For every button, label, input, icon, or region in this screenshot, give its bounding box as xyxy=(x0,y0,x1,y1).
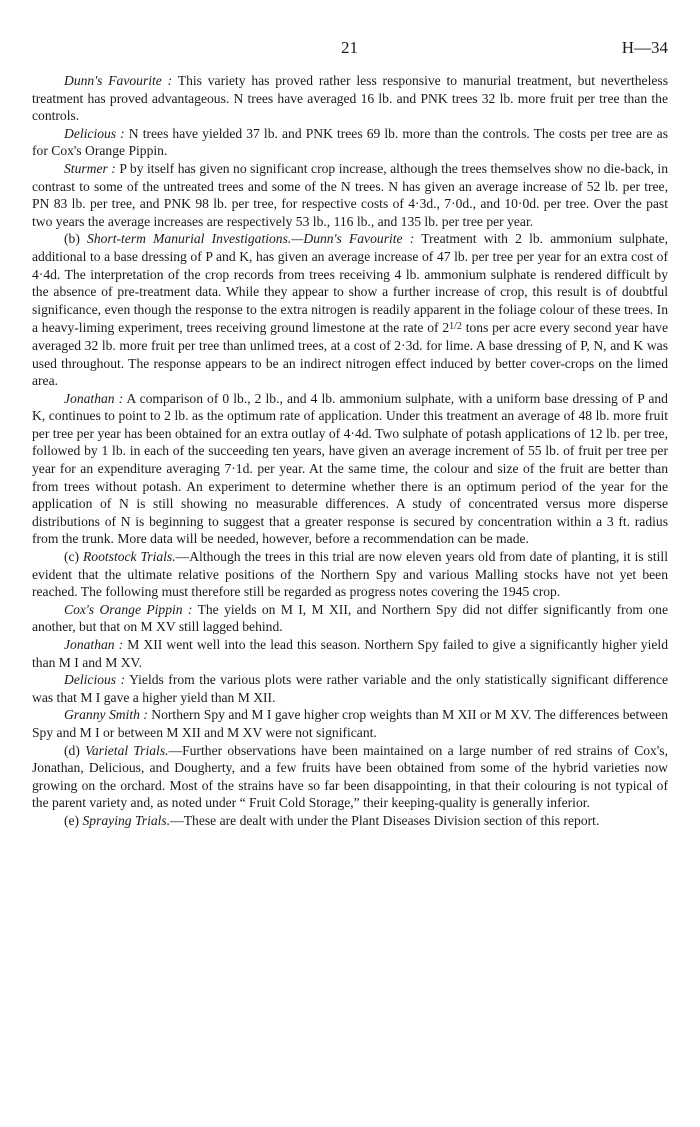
variety-heading: Delicious : xyxy=(64,672,126,688)
paragraph-text: This variety has proved rather less responsive to manurial treatment, but nevertheless treatment has proved advantageous. N trees have averaged 16 lb. and PNK trees 32 lb. more fruit per tree than the controls. xyxy=(32,73,668,124)
paragraph-granny-smith xyxy=(32,706,668,741)
variety-heading: Delicious : xyxy=(64,125,125,141)
section-label: (e) xyxy=(64,812,83,828)
section-label: (d) xyxy=(64,742,86,758)
paragraph-delicious xyxy=(32,125,668,160)
paragraph-text: —Further observations have been maintained on a large number of red strains of Cox's, Jonathan, Delicious, and Dougherty, and a few fruits have been obtained from some of the hybrid varieties now growing on the orchard. Most of the strains have so far been disappointing, in that their colouring is not typical of the parent variety and, as noted under “ Fruit Cold Storage,” their keeping-quality is generally inferior. xyxy=(32,742,668,811)
paragraph-text: —Although the trees in this trial are now eleven years old from date of planting, it is still evident that the ultimate relative positions of the Northern Spy and various Malling stocks have not yet been reached. The following must therefore still be regarded as progress notes covering the 1945 crop. xyxy=(32,549,668,600)
variety-heading: Granny Smith : xyxy=(64,707,148,723)
section-label: (c) xyxy=(64,549,83,565)
paragraph-rootstock-trials xyxy=(32,548,668,601)
paragraph-text: —These are dealt with under the Plant Diseases Division section of this report. xyxy=(170,812,600,828)
variety-heading: Sturmer : xyxy=(64,160,116,176)
paragraph-text: Northern Spy and M I gave higher crop weights than M XII or M XV. The differences between Spy and M I or between M XII and M XV were not significant. xyxy=(32,707,668,740)
paragraph-text: Treatment with 2 lb. ammonium sulphate, additional to a base dressing of P and K, has given an average increase of 47 lb. per tree per year for an extra cost of 4·4d. The interpretation of the crop records from trees receiving 4 lb. ammonium sulphate is rendered difficult by the absence of pre-treatment data. While they appear to show a further increase of crop, this result is of doubtful significance, even though the response to the extra nitrogen is readily apparent in the foliage colour of these trees. In a heavy-liming experiment, trees receiving ground limestone at the rate of 2 xyxy=(32,231,669,336)
section-heading: Rootstock Trials. xyxy=(82,549,176,565)
paragraph-text: P by itself has given no significant crop increase, although the trees themselves show no die-back, in contrast to some of the untreated trees and some of the N trees. N has given an average increase of 52 lb. per tree, PN 83 lb. per tree, and PNK 98 lb. per tree, for respective costs of 4·3d., 7·0d., and 10·0d. per tree. Over the past two years the average increases are respectively 53 lb., 116 lb., and 135 lb. per tree per year. xyxy=(32,160,668,229)
section-label: (b) xyxy=(64,231,88,247)
fraction: 1/2 xyxy=(449,321,462,333)
paragraph-short-term-manurial xyxy=(32,230,668,389)
paragraph-jonathan-manurial xyxy=(32,390,668,548)
section-heading: Spraying Trials. xyxy=(82,812,171,828)
section-heading: Short-term Manurial Investigations.—Dunn's Favourite : xyxy=(87,231,415,247)
paragraph-delicious-rootstock xyxy=(32,671,668,706)
paragraph-spraying-trials xyxy=(32,812,668,830)
paragraph-text-continued: tons per acre every second year have averaged 32 lb. more fruit per tree than unlimed trees, at a cost of 2·3d. for lime. A base dressing of P, N, and K was used throughout. The response appears to be an indirect nitrogen effect induced by better cover-crops on the limed area. xyxy=(32,320,669,389)
paragraph-text: M XII went well into the lead this season. Northern Spy failed to give a significantly higher yield than M I and M XV. xyxy=(32,637,668,670)
report-body xyxy=(32,72,668,830)
paragraph-sturmer xyxy=(32,160,668,230)
paragraph-dunns-favourite xyxy=(32,72,668,125)
paragraph-varietal-trials xyxy=(32,742,668,812)
variety-heading: Dunn's Favourite : xyxy=(64,73,173,88)
variety-heading: Jonathan : xyxy=(64,637,124,652)
page-number: 21 xyxy=(341,38,358,57)
paragraph-text: A comparison of 0 lb., 2 lb., and 4 lb. ammonium sulphate, with a uniform base dressing of P and K, continues to point to 2 lb. as the optimum rate of application. Under this treatment an average of 48 lb. more fruit per tree per year has been obtained for an extra outlay of 4·4d. Two sulphate of potash applications of 12 lb. per tree, followed by 1 lb. in each of the succeeding ten years, have given an average increment of 55 lb. of fruit per tree per year for an expenditure averaging 7·1d. per year. At the same time, the colour and size of the fruit are better than from trees without potash. An experiment to determine whether there is an optimum period of the year for the application of N is still showing no measurable differences. A study of concentrated versus more disperse distributions of N is beginning to suggest that a greater response is secured by concentration within a 3 ft. radius from the trunk. More data will be needed, however, before a recommendation can be made. xyxy=(32,390,668,547)
section-heading: Varietal Trials. xyxy=(85,742,169,758)
paragraph-jonathan-rootstock xyxy=(32,636,668,671)
paragraph-text: N trees have yielded 37 lb. and PNK trees 69 lb. more than the controls. The costs per tree are as for Cox's Orange Pippin. xyxy=(32,125,668,159)
variety-heading: Jonathan : xyxy=(64,390,124,406)
series-reference: H—34 xyxy=(621,38,668,57)
paragraph-coxs-orange-pippin xyxy=(32,601,668,636)
paragraph-text: Yields from the various plots were rather variable and the only statistically significant difference was that M I gave a higher yield than M XII. xyxy=(32,672,668,705)
page-header xyxy=(0,38,700,62)
variety-heading: Cox's Orange Pippin : xyxy=(64,601,193,617)
paragraph-text: The yields on M I, M XII, and Northern Spy did not differ significantly from one another, but that on M XV still lagged behind. xyxy=(32,601,668,635)
